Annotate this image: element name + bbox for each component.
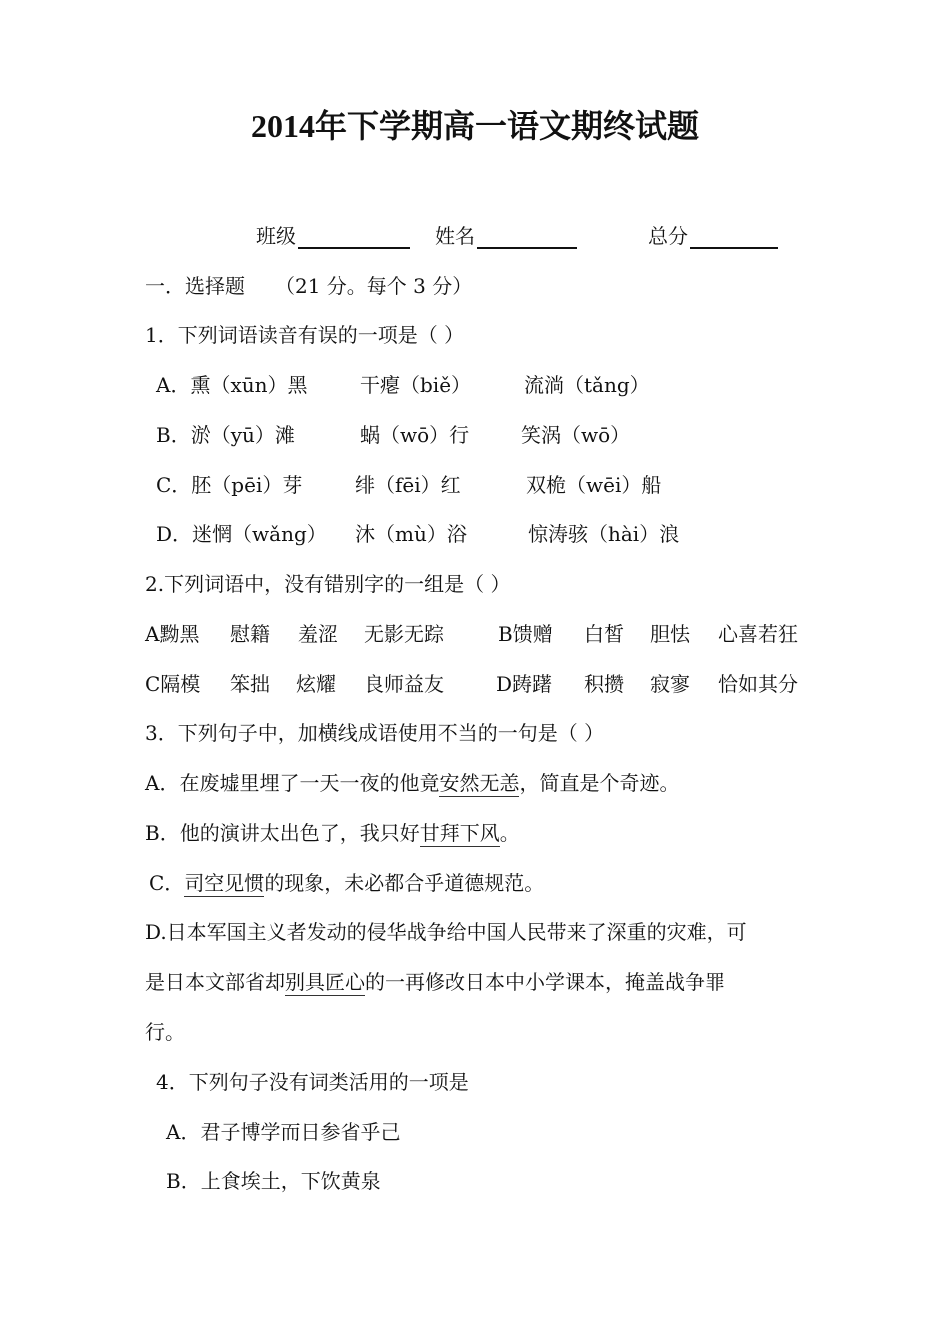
- q2-option-a-3: 羞涩: [298, 622, 338, 646]
- title-year: 2014: [250, 108, 315, 144]
- class-label: 班级: [256, 224, 296, 248]
- q4-option-b: B．上食埃土，下饮黄泉: [166, 1169, 381, 1193]
- q3-a-post: ，简直是个奇迹。: [519, 771, 680, 795]
- class-blank[interactable]: [298, 227, 410, 249]
- q2-option-c-1: C隔模: [145, 672, 201, 696]
- q2-option-c-2: 笨拙: [230, 672, 270, 696]
- q3-stem: 3．下列句子中，加横线成语使用不当的一句是（ ）: [145, 721, 605, 745]
- q1-option-b: B．淤（yū）滩: [156, 423, 295, 447]
- q3-option-a: [145, 770, 679, 796]
- q2-option-a-1: A黝黑: [145, 622, 200, 646]
- section-label: 一．选择题: [145, 274, 245, 298]
- title-text: 年下学期高一语文期终试题: [314, 107, 699, 145]
- q3-a-pre: A．在废墟里埋了一天一夜的他竟: [145, 771, 440, 795]
- q3-b-idiom: 甘拜下风: [419, 821, 500, 845]
- q2-option-b-3: 胆怯: [650, 622, 690, 646]
- q1-option-d: D．迷惘（wǎng）: [156, 522, 327, 546]
- q3-option-b: [145, 820, 520, 846]
- name-blank[interactable]: [477, 227, 577, 249]
- q2-option-a-2: 慰籍: [230, 622, 270, 646]
- q1-option-a: A．熏（xūn）黑: [156, 373, 308, 397]
- q2-option-c-4: 良师益友: [364, 672, 444, 696]
- q3-d-pre: 是日本文部省却: [145, 970, 285, 994]
- q3-a-idiom: 安然无恙: [439, 771, 520, 795]
- class-field: [256, 223, 410, 249]
- q1-option-c-2: 绯（fēi）红: [355, 473, 461, 497]
- q2-option-d-4: 恰如其分: [718, 672, 798, 696]
- q2-option-b-1: B馈赠: [498, 622, 553, 646]
- page-title: [0, 104, 950, 148]
- q3-d-post: 的一再修改日本中小学课本，掩盖战争罪: [365, 970, 725, 994]
- q3-b-post: 。: [499, 821, 520, 845]
- q3-option-d-line2: [145, 969, 725, 995]
- q1-option-c-3: 双桅（wēi）船: [526, 473, 662, 497]
- name-label: 姓名: [435, 224, 475, 248]
- q2-option-a-4: 无影无踪: [364, 622, 444, 646]
- q4-stem: 4．下列句子没有词类活用的一项是: [156, 1070, 469, 1094]
- q2-option-d-1: D踌躇: [496, 672, 553, 696]
- q2-option-b-2: 白皙: [584, 622, 624, 646]
- q2-stem: 2.下列词语中，没有错别字的一组是（ ）: [145, 572, 511, 596]
- q2-option-d-2: 积攒: [584, 672, 624, 696]
- section-heading: [145, 273, 472, 299]
- total-blank[interactable]: [690, 227, 778, 249]
- section-note: （21 分。每个 3 分）: [275, 274, 473, 298]
- q3-d-idiom: 别具匠心: [285, 970, 365, 994]
- q2-option-b-4: 心喜若狂: [718, 622, 798, 646]
- q4-option-a: A．君子博学而日参省乎己: [166, 1120, 401, 1144]
- q2-option-d-3: 寂寥: [650, 672, 690, 696]
- q3-c-post: 的现象，未必都合乎道德规范。: [264, 871, 545, 895]
- q1-option-c: C．胚（pēi）芽: [156, 473, 303, 497]
- q3-b-pre: B．他的演讲太出色了，我只好: [145, 821, 420, 845]
- q3-option-c: [149, 870, 544, 896]
- q1-option-a-3: 流淌（tǎng）: [524, 373, 650, 397]
- q3-option-d-line1: D.日本军国主义者发动的侵华战争给中国人民带来了深重的灾难，可: [145, 920, 747, 944]
- q1-stem: 1．下列词语读音有误的一项是（ ）: [145, 323, 465, 347]
- q1-option-b-3: 笑涡（wō）: [521, 423, 631, 447]
- q1-option-a-2: 干瘪（biě）: [360, 373, 472, 397]
- q1-option-d-3: 惊涛骇（hài）浪: [528, 522, 680, 546]
- q1-option-d-2: 沐（mù）浴: [355, 522, 467, 546]
- q3-c-pre: C．: [149, 871, 185, 895]
- q3-option-d-line3: 行。: [145, 1020, 185, 1044]
- q1-option-b-2: 蜗（wō）行: [360, 423, 470, 447]
- q3-c-idiom: 司空见惯: [184, 871, 265, 895]
- name-field: [435, 223, 577, 249]
- total-field: [648, 223, 778, 249]
- q2-option-c-3: 炫耀: [296, 672, 336, 696]
- total-label: 总分: [648, 224, 688, 248]
